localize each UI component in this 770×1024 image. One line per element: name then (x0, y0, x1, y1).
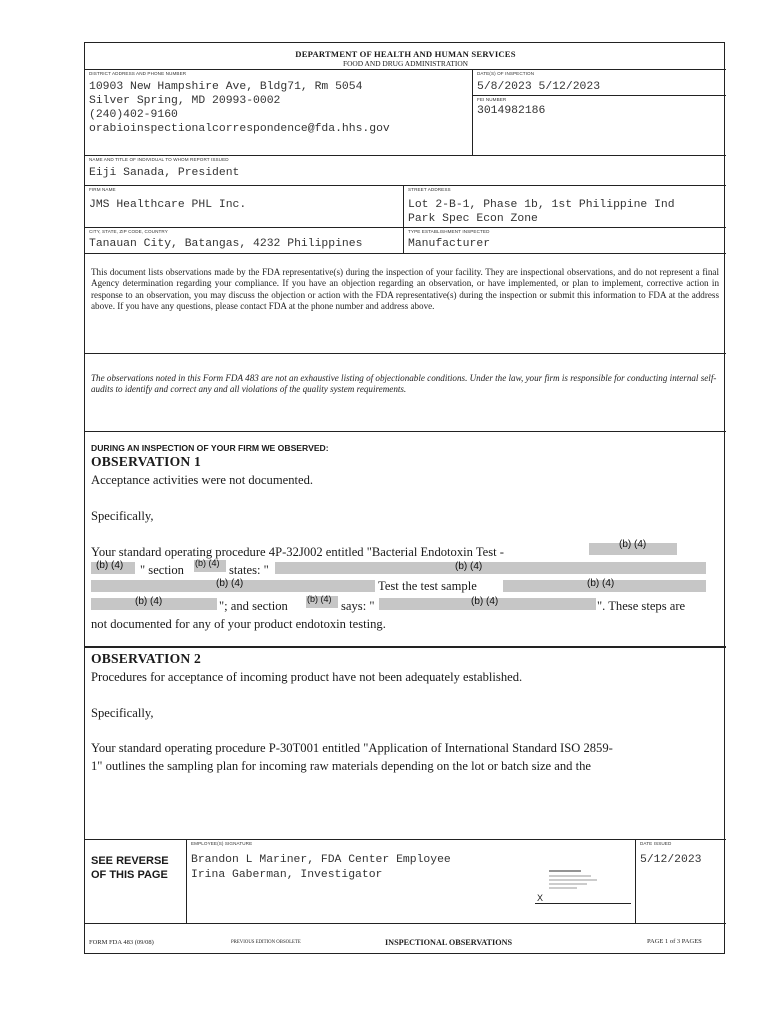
form-id: FORM FDA 483 (09/08) (89, 939, 154, 946)
district-phone: (240)402-9160 (89, 109, 178, 121)
observation-1-line-3: Test the test sample (378, 579, 477, 593)
redaction-label: (b) (4) (587, 578, 615, 589)
firm-name-label: FIRM NAME (89, 187, 116, 192)
district-line1: 10903 New Hampshire Ave, Bldg71, Rm 5054 (89, 81, 363, 93)
observation-1-line-2b: states: " (229, 563, 269, 577)
redaction-box (275, 562, 706, 574)
observation-2-summary: Procedures for acceptance of incoming product have not been adequately established. (91, 670, 523, 684)
employee-1: Brandon L Mariner, FDA Center Employee (191, 854, 451, 866)
previous-edition: PREVIOUS EDITION OBSOLETE (231, 940, 301, 945)
redaction-label: (b) (4) (455, 561, 483, 572)
observation-2-title: OBSERVATION 2 (91, 651, 202, 666)
page-number: PAGE 1 of 3 PAGES (647, 938, 702, 945)
street-line2: Park Spec Econ Zone (408, 213, 538, 225)
observation-1-line-5: not documented for any of your product endotoxin testing. (91, 617, 386, 631)
fda-483-form (84, 42, 725, 954)
establishment-type: Manufacturer (408, 238, 491, 250)
observation-1-title: OBSERVATION 1 (91, 454, 202, 469)
redaction-label: (b) (4) (307, 594, 332, 604)
firm-name: JMS Healthcare PHL Inc. (89, 199, 247, 211)
street-line1: Lot 2-B-1, Phase 1b, 1st Philippine Ind (408, 199, 675, 211)
observation-1-line-4a: "; and section (219, 599, 288, 613)
department-title: DEPARTMENT OF HEALTH AND HUMAN SERVICES (295, 49, 516, 59)
district-email: orabioinspectionalcorrespondence@fda.hhs.gov (89, 123, 390, 135)
fei-number: 3014982186 (477, 105, 546, 117)
redaction-label: (b) (4) (96, 560, 124, 571)
redaction-label: (b) (4) (195, 558, 220, 568)
date-issued: 5/12/2023 (640, 854, 702, 866)
observation-1-specifically: Specifically, (91, 509, 154, 523)
employee-signature-label: EMPLOYEE(S) SIGNATURE (191, 841, 253, 846)
issued-to: Eiji Sanada, President (89, 167, 240, 179)
observation-2-line-1: Your standard operating procedure P-30T001 entitled "Application of International Standard ISO 2859- (91, 741, 613, 755)
district-label: DISTRICT ADDRESS AND PHONE NUMBER (89, 71, 187, 76)
during-inspection-heading: DURING AN INSPECTION OF YOUR FIRM WE OBSERVED: (91, 443, 329, 453)
date-issued-label: DATE ISSUED (640, 841, 672, 846)
redaction-label: (b) (4) (216, 578, 244, 589)
observation-2-specifically: Specifically, (91, 706, 154, 720)
observation-1-line-4b: says: " (341, 599, 375, 613)
redaction-label: (b) (4) (135, 596, 163, 607)
disclaimer-paragraph: The observations noted in this Form FDA 483 are not an exhaustive listing of objectionable conditions. Under the law, your firm is responsible for conducting internal self-audits to identify and correct any and all violations of the quality system requirements. (91, 373, 717, 395)
street-label: STREET ADDRESS (408, 187, 451, 192)
form-title: INSPECTIONAL OBSERVATIONS (385, 938, 513, 947)
employee-2: Irina Gaberman, Investigator (191, 869, 383, 881)
signature-x: X (537, 893, 544, 903)
digital-signature-stamp (547, 867, 609, 897)
observation-1-summary: Acceptance activities were not documented. (91, 473, 314, 487)
city: Tanauan City, Batangas, 4232 Philippines (89, 238, 363, 250)
agency-title: FOOD AND DRUG ADMINISTRATION (342, 59, 469, 68)
redaction-label: (b) (4) (471, 596, 499, 607)
observation-1-line-1: Your standard operating procedure 4P-32J002 entitled "Bacterial Endotoxin Test - (91, 545, 505, 559)
district-line2: Silver Spring, MD 20993-0002 (89, 95, 281, 107)
observation-1-line-2a: " section (140, 563, 184, 577)
establishment-label: TYPE ESTABLISHMENT INSPECTED (408, 229, 490, 234)
issued-to-label: NAME AND TITLE OF INDIVIDUAL TO WHOM REPORT ISSUED (89, 157, 229, 162)
observation-2-line-2: 1" outlines the sampling plan for incoming raw materials depending on the lot or batch size and the (91, 759, 592, 773)
observation-1-line-4c: ". These steps are (597, 599, 686, 613)
city-label: CITY, STATE, ZIP CODE, COUNTRY (89, 229, 168, 234)
see-reverse-line-1: SEE REVERSE (91, 855, 169, 867)
notice-paragraph: This document lists observations made by the FDA representative(s) during the inspection of your facility. They are inspectional observations, and do not represent a final Agency determination regarding your compliance. If you have an objection regarding an observation, or have implemented, or plan to implement, corrective action in response to an observation, you may discuss the objection or action with the FDA representative(s) during the inspection or submit this information to FDA at the address above. If you have any questions, please contact FDA at the phone number and address above. (91, 267, 719, 312)
inspection-dates: 5/8/2023 5/12/2023 (477, 81, 601, 93)
inspection-dates-label: DATE(S) OF INSPECTION (477, 71, 535, 76)
see-reverse-line-2: OF THIS PAGE (91, 869, 168, 881)
redaction-label: (b) (4) (619, 539, 647, 550)
fei-label: FEI NUMBER (477, 97, 507, 102)
